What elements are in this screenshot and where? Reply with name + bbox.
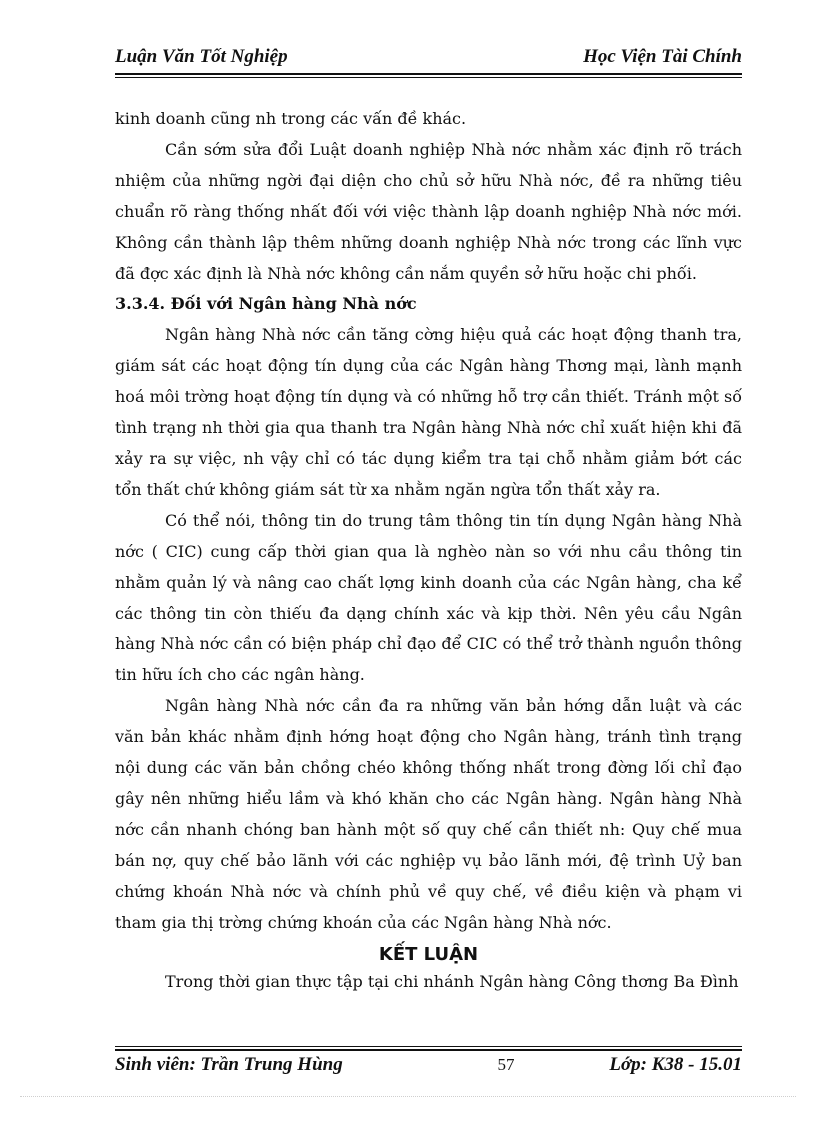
- paragraph-regulations: Ngân hàng Nhà nớc cần đa ra những văn bản hớng dẫn luật và các văn bản khác nhằm định hớng hoạt động cho Ngân hàng, tránh tình trạng nội dung các văn bản chồng chéo không thống nhất trong đờng lối chỉ đạo gây nên những hiểu lầm và khó khăn cho các Ngân hàng. Ngân hàng Nhà nớc cần nhanh chóng ban hành một số quy chế cần thiết nh: Quy chế mua bán nợ, quy chế bảo lãnh với các nghiệp vụ bảo lãnh mới, đệ trình Uỷ ban chứng khoán Nhà nớc và chính phủ về quy chế, về điều kiện và phạm vi tham gia thị trờng chứng khoán của các Ngân hàng Nhà nớc.: [115, 696, 742, 932]
- footer-rule-thin: [115, 1046, 742, 1047]
- page-edge-divider: [20, 1096, 796, 1097]
- header-rule: [115, 73, 742, 75]
- page-number: 57: [497, 1055, 515, 1074]
- header-rule-thin: [115, 77, 742, 78]
- paragraph-supervision: Ngân hàng Nhà nớc cần tăng cờng hiệu quả các hoạt động thanh tra, giám sát các hoạt động tín dụng của các Ngân hàng Thơng mại, lành mạnh hoá môi trờng hoạt động tín dụng và có những hỗ trợ cần thiết. Tránh một số tình trạng nh thời gia qua thanh tra Ngân hàng Nhà nớc chỉ xuất hiện khi đã xảy ra sự việc, nh vậy chỉ có tác dụng kiểm tra tại chỗ nhằm giảm bớt các tổn thất chứ không giám sát từ xa nhằm ngăn ngừa tổn thất xảy ra.: [115, 325, 742, 499]
- conclusion-title: KẾT LUẬN: [378, 944, 479, 966]
- header-left-title: Luận Văn Tốt Nghiệp: [115, 46, 288, 67]
- paragraph-enterprise-law: Cần sớm sửa đổi Luật doanh nghiệp Nhà nớc nhằm xác định rõ trách nhiệm của những ngời đại diện cho chủ sở hữu Nhà nớc, đề ra những tiêu chuẩn rõ ràng thống nhất đối với việc thành lập doanh nghiệp Nhà nớc mới. Không cần thành lập thêm những doanh nghiệp Nhà nớc trong các lĩnh vực đã đợc xác định là Nhà nớc không cần nắm quyền sở hữu hoặc chi phối.: [115, 139, 742, 283]
- paragraph-cic: Có thể nói, thông tin do trung tâm thông tin tín dụng Ngân hàng Nhà nớc ( CIC) cung cấp thời gian qua là nghèo nàn so với nhu cầu thông tin nhằm quản lý và nâng cao chất lợng kinh doanh của các Ngân hàng, cha kể các thông tin còn thiếu đa dạng chính xác và kịp thời. Nên yêu cầu Ngân hàng Nhà nớc cần có biện pháp chỉ đạo để CIC có thể trở thành nguồn thông tin hữu ích cho các ngân hàng.: [115, 510, 742, 685]
- footer-rule: [115, 1049, 742, 1051]
- section-heading: 3.3.4. Đối với Ngân hàng Nhà nớc: [115, 294, 417, 314]
- page-header: [115, 44, 742, 70]
- page-body: [115, 104, 742, 998]
- paragraph-conclusion-start: Trong thời gian thực tập tại chi nhánh Ngân hàng Công thơng Ba Đình: [165, 972, 739, 992]
- footer-student: Sinh viên: Trần Trung Hùng: [115, 1054, 343, 1075]
- paragraph-continuation: kinh doanh cũng nh trong các vấn đề khác.: [115, 109, 467, 128]
- footer-class: Lớp: K38 - 15.01: [609, 1054, 742, 1075]
- header-right-title: Học Viện Tài Chính: [583, 46, 742, 67]
- page-footer: [115, 1052, 742, 1078]
